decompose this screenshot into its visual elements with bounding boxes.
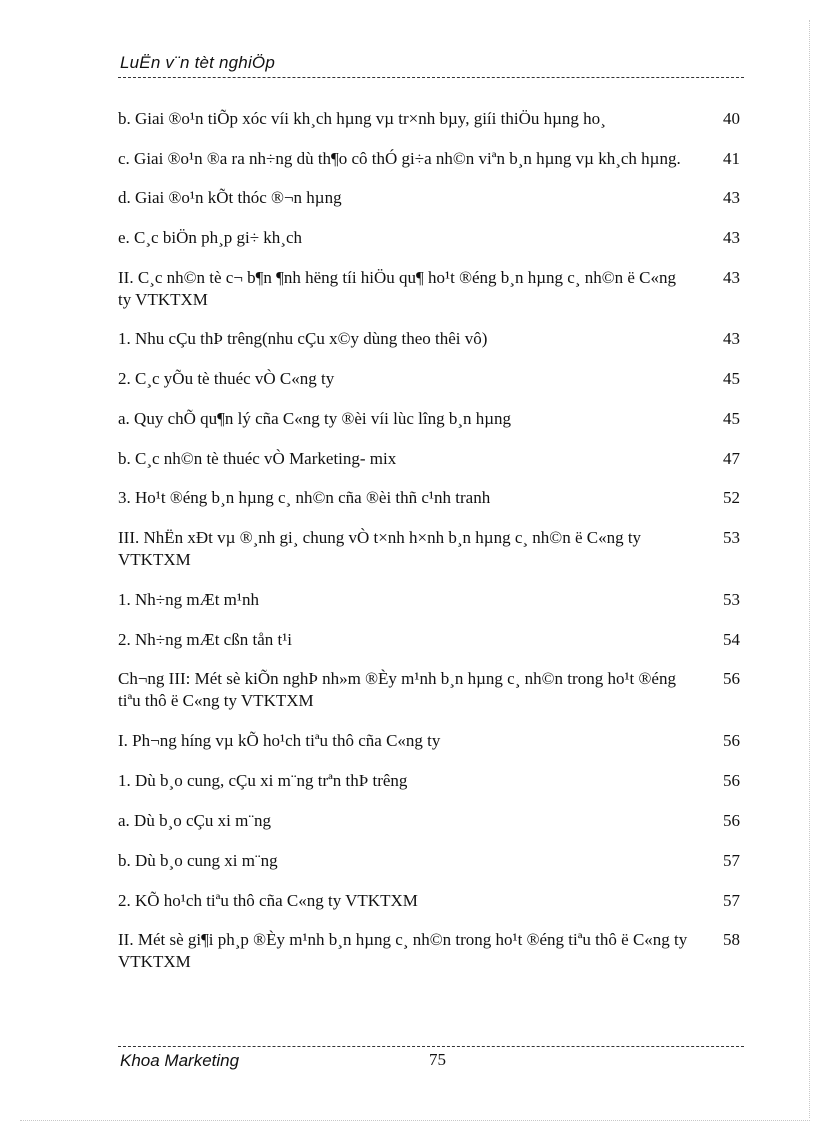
toc-entry-text: e. C¸c biÖn ph¸p gi÷ kh¸ch <box>118 228 303 247</box>
toc-entry <box>118 890 744 912</box>
toc-entry-text: Ch¬ng III: Mét sè kiÕn nghÞ nh»m ®Èy m¹nh b¸n hµng c¸ nh©n trong ho¹t ®éng tiªu thô ë C«ng ty VTKTXM <box>118 669 676 710</box>
toc-entry-page: 57 <box>723 851 740 870</box>
toc-entry-text: 1. Nhu cÇu thÞ trêng(nhu cÇu x©y dùng theo thêi vô) <box>118 329 488 348</box>
toc-entry <box>118 770 744 792</box>
toc-entry-text: III. NhËn xÐt vµ ®¸nh gi¸ chung vÒ t×nh h×nh b¸n hµng c¸ nh©n ë C«ng ty VTKTXM <box>118 528 642 569</box>
toc-entry-page: 43 <box>723 329 740 348</box>
toc-entry-text: 2. C¸c yÕu tè thuéc vÒ C«ng ty <box>118 369 335 388</box>
toc-entry-text: I. Ph¬ng híng vµ kÕ ho¹ch tiªu thô cña C«ng ty <box>118 731 441 750</box>
toc-entry <box>118 148 744 170</box>
toc-entry-page: 54 <box>723 630 740 649</box>
toc-entry-page: 43 <box>723 268 740 287</box>
table-of-contents <box>118 108 744 973</box>
footer-page-number: 75 <box>429 1050 446 1069</box>
toc-entry <box>118 589 744 611</box>
toc-entry-page: 45 <box>723 369 740 388</box>
toc-entry <box>118 730 744 752</box>
toc-entry-text: b. C¸c nh©n tè thuéc vÒ Marketing- mix <box>118 449 397 468</box>
toc-entry-page: 52 <box>723 488 740 507</box>
toc-entry <box>118 929 744 973</box>
toc-entry-page: 45 <box>723 409 740 428</box>
header-title: LuËn v¨n tèt nghiÖp <box>120 53 276 72</box>
toc-entry-page: 53 <box>723 528 740 547</box>
footer-department: Khoa Marketing <box>120 1051 240 1070</box>
toc-entry-page: 43 <box>723 188 740 207</box>
toc-entry <box>118 487 744 509</box>
toc-entry <box>118 668 744 712</box>
toc-entry-text: c. Giai ®o¹n ®a ra nh÷ng dù th¶o cô thÓ gi÷a nh©n viªn b¸n hµng vµ kh¸ch hµng. <box>118 149 681 168</box>
toc-entry-page: 47 <box>723 449 740 468</box>
toc-entry-text: a. Quy chÕ qu¶n lý cña C«ng ty ®èi víi lùc lîng b¸n hµng <box>118 409 512 428</box>
toc-entry-page: 53 <box>723 590 740 609</box>
toc-entry-text: 2. KÕ ho¹ch tiªu thô cña C«ng ty VTKTXM <box>118 891 418 910</box>
page-edge-bottom <box>20 1119 810 1121</box>
toc-entry-page: 41 <box>723 149 740 168</box>
page-header <box>118 51 744 78</box>
toc-entry <box>118 527 744 571</box>
toc-entry-text: d. Giai ®o¹n kÕt thóc ®¬n hµng <box>118 188 342 207</box>
toc-entry <box>118 187 744 209</box>
toc-entry-page: 56 <box>723 669 740 688</box>
toc-entry <box>118 850 744 872</box>
toc-entry-text: 1. Dù b¸o cung, cÇu xi m¨ng trªn thÞ trêng <box>118 771 408 790</box>
toc-entry-page: 58 <box>723 930 740 949</box>
toc-entry-text: II. Mét sè gi¶i ph¸p ®Èy m¹nh b¸n hµng c¸ nh©n trong ho¹t ®éng tiªu thô ë C«ng ty VTKTXM <box>118 930 688 971</box>
toc-entry-page: 56 <box>723 771 740 790</box>
toc-entry <box>118 328 744 350</box>
toc-entry-text: 1. Nh÷ng mÆt m¹nh <box>118 590 259 609</box>
toc-entry-text: a. Dù b¸o cÇu xi m¨ng <box>118 811 271 830</box>
toc-entry <box>118 629 744 651</box>
toc-entry-text: 2. Nh÷ng mÆt cßn tån t¹i <box>118 630 293 649</box>
toc-entry-page: 40 <box>723 109 740 128</box>
toc-entry <box>118 810 744 832</box>
toc-entry-text: 3. Ho¹t ®éng b¸n hµng c¸ nh©n cña ®èi thñ c¹nh tranh <box>118 488 491 507</box>
toc-entry-text: b. Dù b¸o cung xi m¨ng <box>118 851 278 870</box>
toc-entry <box>118 108 744 130</box>
page-footer <box>118 1046 744 1077</box>
toc-entry-text: b. Giai ®o¹n tiÕp xóc víi kh¸ch hµng vµ tr×nh bµy, giíi thiÖu hµng ho¸ <box>118 109 606 128</box>
toc-entry-text: II. C¸c nh©n tè c¬ b¶n ¶nh hëng tíi hiÖu qu¶ ho¹t ®éng b¸n hµng c¸ nh©n ë C«ng ty VTKTXM <box>118 268 677 309</box>
toc-entry-page: 57 <box>723 891 740 910</box>
toc-entry <box>118 227 744 249</box>
toc-entry <box>118 267 744 311</box>
page-edge-right <box>808 20 810 1118</box>
toc-entry <box>118 368 744 390</box>
toc-entry <box>118 448 744 470</box>
toc-entry <box>118 408 744 430</box>
toc-entry-page: 56 <box>723 811 740 830</box>
toc-entry-page: 56 <box>723 731 740 750</box>
toc-entry-page: 43 <box>723 228 740 247</box>
